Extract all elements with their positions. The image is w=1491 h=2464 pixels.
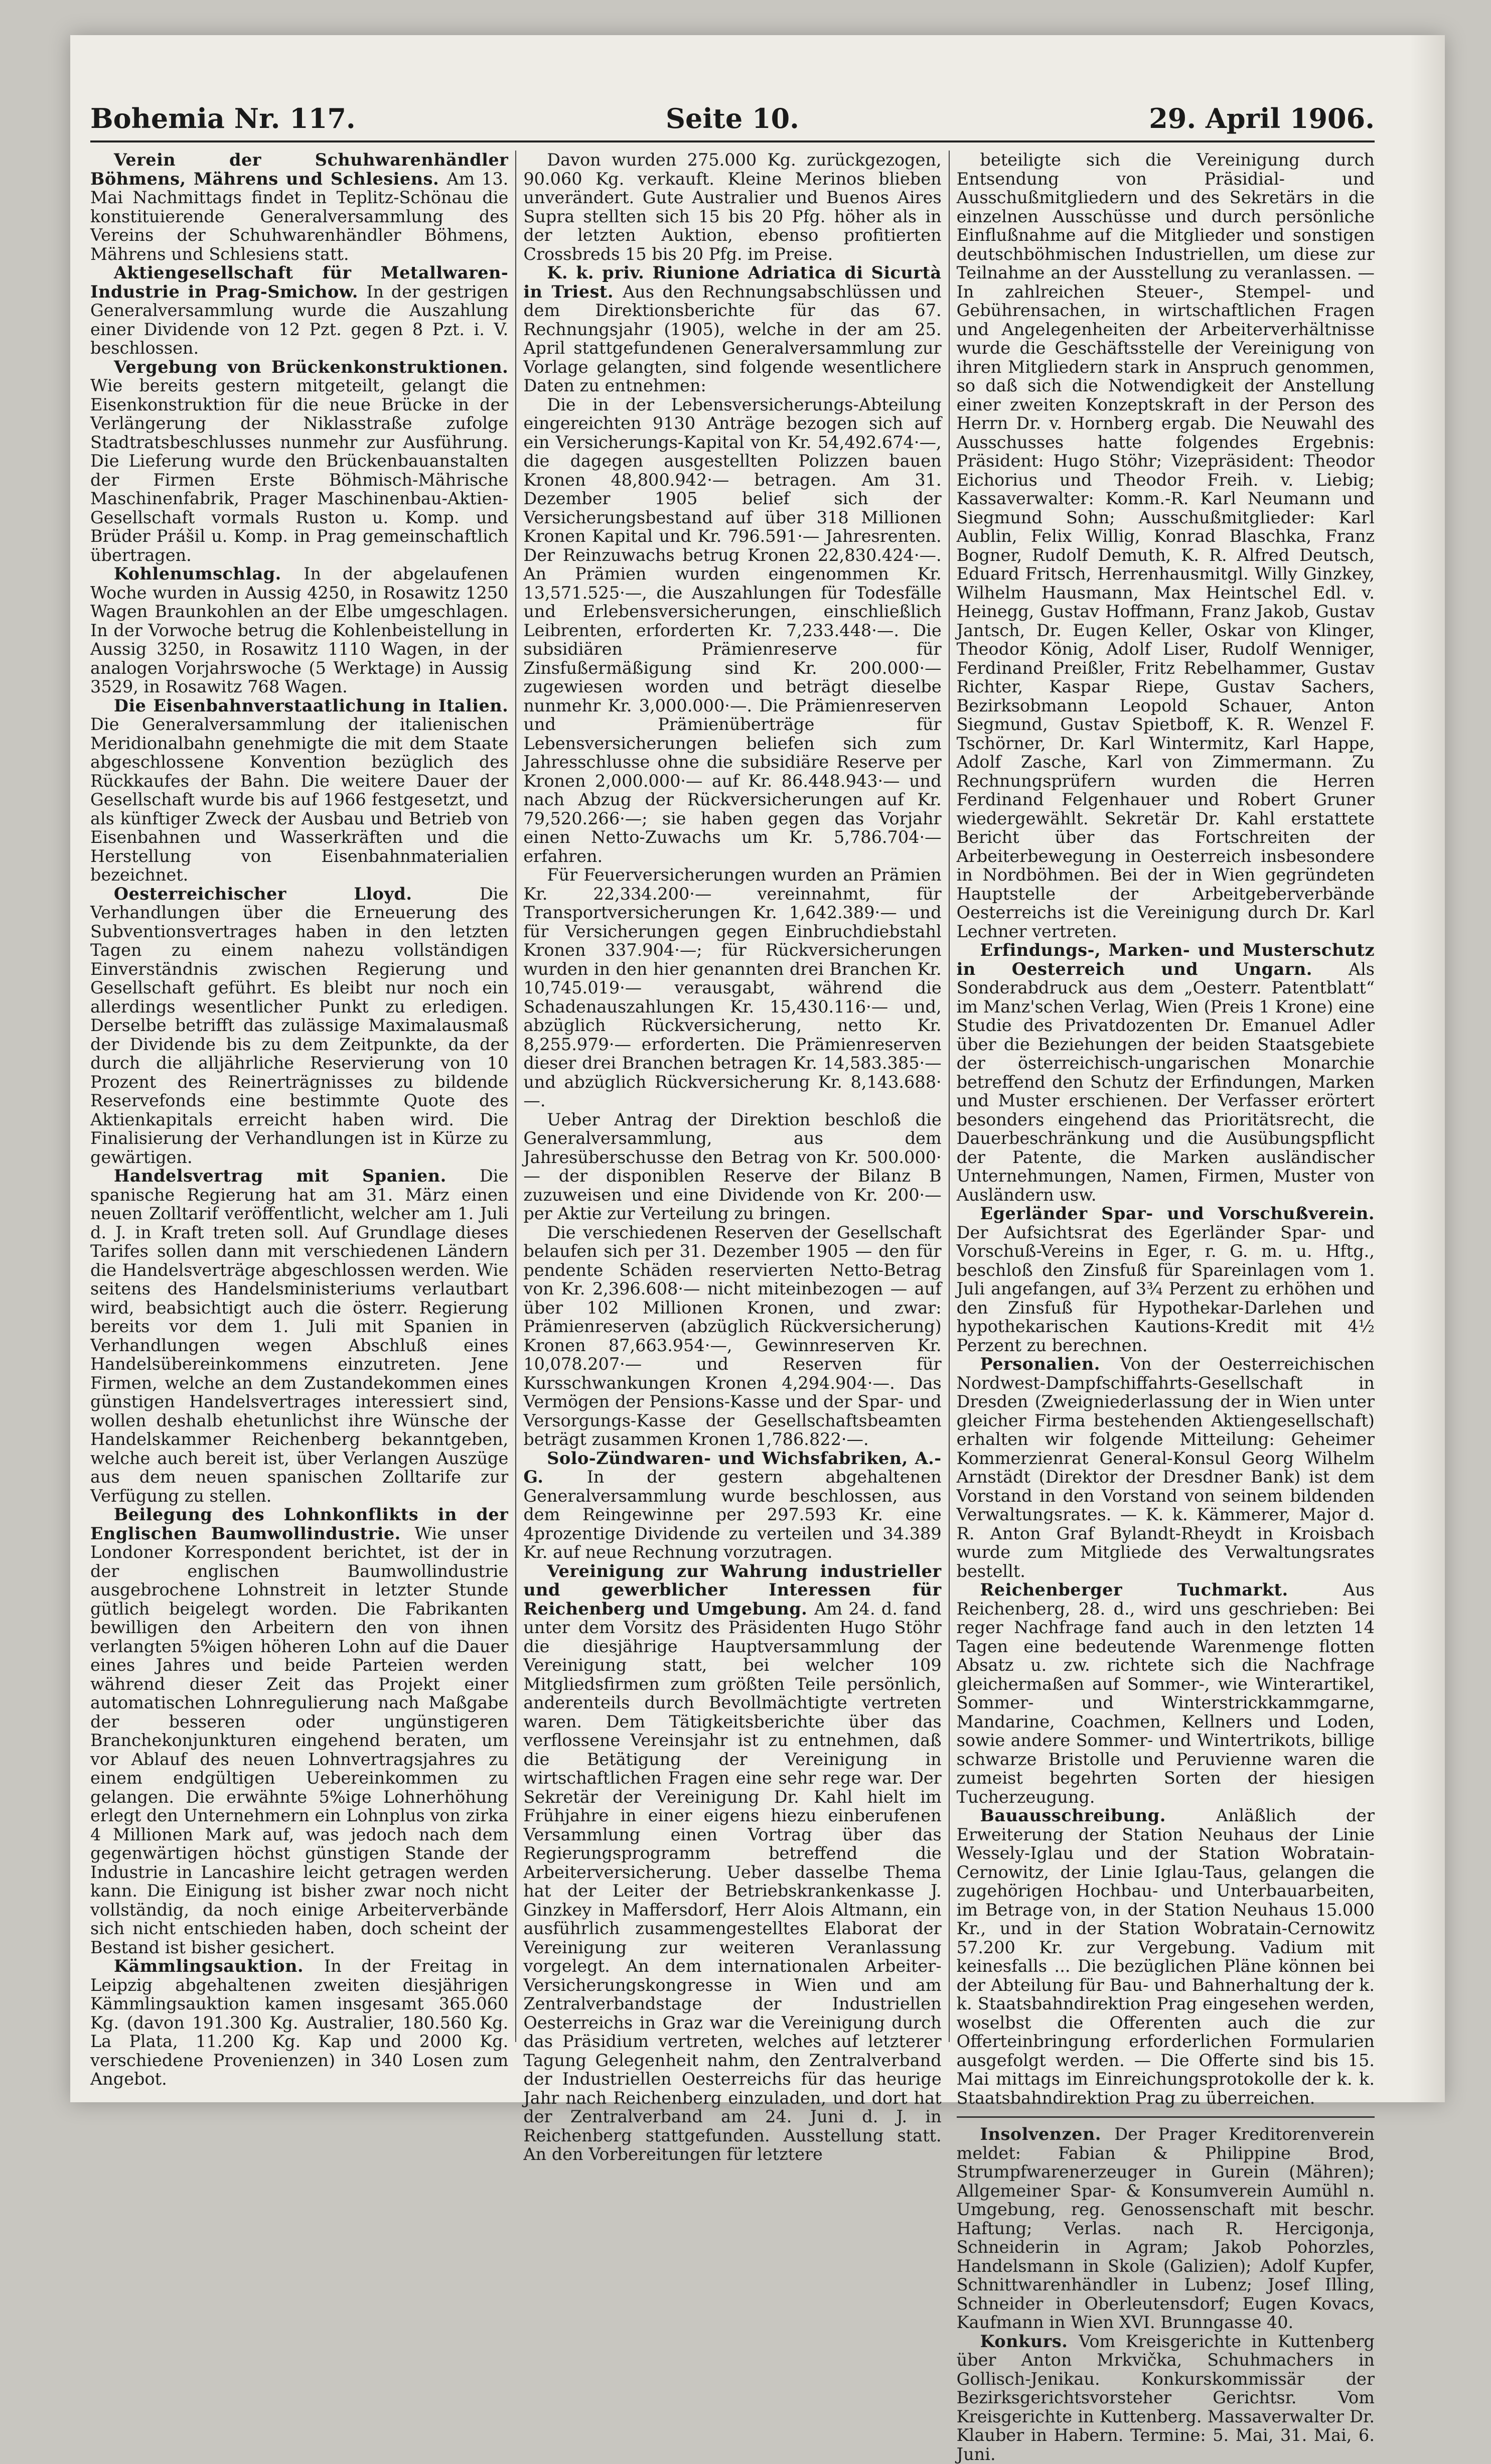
article-body: Der Prager Kreditorenverein meldet: Fabian & Philippine Brod, Strumpfwarenerzeuger in Gurein (Mähren); Allgemeiner Spar- & Konsumverein Aumühl n. Umgebung, reg. Genossenschaft mit beschr. Haftung; Verlas. nach R. Hercigonja, Schneiderin in Agram; Jakob Pohorzles, Handelsmann in Skole (Galizien); Adolf Kupfer, Schnittwarenhändler in Lubenz; Josef Illing, Schneider in Oberleutensdorf; Eugen Kovacs, Kaufmann in Wien XVI. Brunngasse 40.	[956, 2124, 1375, 2332]
article-body: Der Aufsichtsrat des Egerländer Spar- und Vorschuß-Vereins in Eger, r. G. m. u. Hftg., beschloß den Zinsfuß für Spareinlagen vom 1. Juli angefangen, auf 3¾ Perzent zu erhöhen und den Zinsfuß für Hypothekar-Darlehen und hypothekarischen Kautions-Kredit mit 4½ Perzent zu berechnen.	[956, 1222, 1375, 1355]
article-paragraph	[957, 941, 1375, 1204]
article-headline: Verein der Schuhwarenhändler Böhmens, Mährens und Schlesiens.	[90, 150, 509, 189]
article-body: Aus Reichenberg, 28. d., wird uns geschrieben: Bei reger Nachfrage fand auch in den letzten 14 Tagen eine bedeutende Warenmenge flotten Absatz u. zw. richtete sich die Nachfrage gleichermaßen auf Sommer-, wie Winterartikel, Sommer- und Winterstrickkammgarne, Mandarine, Coachmen, Kellners und Loden, sowie andere Sommer- und Wintertrikots, billige schwarze Bristolle und Peruvienne waren die zumeist begehrten Sorten der hiesigen Tucherzeugung.	[956, 1580, 1375, 1807]
article-paragraph	[523, 1223, 941, 1449]
article-paragraph	[523, 1562, 941, 2164]
article-body: Als Sonderabdruck aus dem „Oesterr. Patentblatt“ im Manz'schen Verlag, Wien (Preis 1 Krone) eine Studie des Privatdozenten Dr. Emanuel Adler über die Beziehungen der beiden Staatsgebiete der österreichisch-ungarischen Monarchie betreffend den Schutz der Erfindungen, Marken und Muster erschienen. Der Verfasser erörtert besonders eingehend das Prioritätsrecht, die Dauerbeschränkung und die Ausübungspflicht der Patente, die Marken ausländischer Unternehmungen, Namen, Firmen, Muster von Ausländern usw.	[956, 959, 1375, 1205]
article-headline: Reichenberger Tuchmarkt.	[980, 1580, 1344, 1600]
article-headline: Kämmlingsauktion.	[113, 1956, 324, 1976]
article-headline: K. k. priv. Riunione Adriatica di Sicurtà in Triest.	[523, 263, 942, 302]
article-paragraph	[90, 564, 508, 696]
article-headline: Bauausschreibung.	[980, 1806, 1216, 1825]
article-paragraph	[90, 263, 508, 358]
article-paragraph	[957, 1580, 1375, 1806]
article-paragraph	[523, 865, 941, 1110]
article-body: Wie unser Londoner Korrespondent berichtet, ist der in der englischen Baumwollindustrie ausgebrochene Lohnstreit in letzter Stunde gütlich beigelegt worden. Die Fabrikanten bewilligen den Arbeitern den von ihnen verlangten 5%igen höheren Lohn auf die Dauer eines Jahres und beide Parteien werden während dieser Zeit das Projekt einer automatischen Lohnregulierung nach Maßgabe der besseren oder ungünstigeren Branchekonjunkturen eingehend beraten, um vor Ablauf des neuen Lohnvertragsjahres zu einem endgültigen Uebereinkommen zu gelangen. Die erwähnte 5%ige Lohnerhöhung erlegt den Unternehmern ein Lohnplus von zirka 4 Millionen Mark auf, was jedoch nach dem gegenwärtigen höchst günstigen Stande der Industrie in Lancashire leicht getragen werden kann. Die Einigung ist bisher zwar noch nicht vollständig, da noch einige Arbeiterverbände sich nicht entschieden haben, doch scheint der Bestand ist bisher gesichert.	[90, 1523, 509, 1957]
article-headline: Konkurs.	[980, 2331, 1079, 2351]
article-body: Für Feuerversicherungen wurden an Prämien Kr. 22,334.200·— vereinnahmt, für Transportversicherungen Kr. 1,642.389·— und für Versicherungen gegen Einbruchdiebstahl Kronen 337.904·—; für Rückversicherungen wurden in den hier genannten drei Branchen Kr. 10,745.019·— verausgabt, während die Schadenauszahlungen Kr. 15,430.116·— und, abzüglich Rückversicherung, netto Kr. 8,255.979·— erforderten. Die Prämienreserven dieser drei Branchen betragen Kr. 14,583.385·— und abzüglich Rückversicherung Kr. 8,143.688·—.	[523, 865, 942, 1110]
article-paragraph	[90, 1167, 508, 1505]
article-paragraph	[90, 1505, 508, 1957]
article-body: Die verschiedenen Reserven der Gesellschaft belaufen sich per 31. Dezember 1905 — den für pendente Schäden reservierten Netto-Betrag von Kr. 2,396.608·— nicht miteinbezogen — auf über 102 Millionen Kronen, und zwar: Prämienreserven (abzüglich Rückversicherung) Kronen 87,663.954·—, Gewinnreserven Kr. 10,078.207·— und Reserven für Kursschwankungen Kronen 4,294.904·—. Das Vermögen der Pensions-Kasse und der Spar- und Versorgungs-Kasse der Gesellschaftsbeamten beträgt zusammen Kronen 1,786.822·—.	[523, 1222, 942, 1449]
article-headline: Handelsvertrag mit Spanien.	[113, 1166, 480, 1186]
article-paragraph	[957, 2332, 1375, 2464]
article-columns	[90, 150, 1375, 2464]
article-paragraph	[523, 1110, 941, 1223]
article-body: Anläßlich der Erweiterung der Station Neuhaus der Linie Wessely-Iglau und der Station Wobratain-Cernowitz, der Linie Iglau-Taus, gelangen die zugehörigen Hochbau- und Unterbauarbeiten, im Betrage von, in der Station Neuhaus 15.000 Kr., und in der Station Wobratain-Cernowitz 57.200 Kr. zur Vergebung. Vadium mit keinesfalls ... Die bezüglichen Pläne können bei der Abteilung für Bau- und Bahnerhaltung der k. k. Staatsbahndirektion Prag eingesehen werden, woselbst die Offerenten auch die zur Offerteinbringung erforderlichen Formularien ausgefolgt werden. — Die Offerte sind bis 15. Mai mittags im Einreichungsprotokolle der k. k. Staatsbahndirektion Prag zu überreichen.	[956, 1806, 1375, 2108]
article-body: Von der Oesterreichischen Nordwest-Dampfschiffahrts-Gesellschaft in Dresden (Zweigniederlassung der in Wien unter gleicher Firma bestehenden Aktiengesellschaft) erhalten wir folgende Mitteilung: Geheimer Kommerzienrat General-Konsul Georg Wilhelm Arnstädt (Direktor der Dresdner Bank) ist dem Vorstand in den Vorstand von seinem bildenden Verwaltungsrates. — K. k. Kämmerer, Major d. R. Anton Graf Bylandt-Rheydt in Kroisbach wurde zum Mitgliede des Verwaltungsrates bestellt.	[956, 1354, 1375, 1581]
article-body: In der Freitag in Leipzig abgehaltenen zweiten diesjährigen Kämmlingsauktion kamen insgesamt 365.060 Kg. (davon 191.300 Kg. Australier, 180.560 Kg. La Plata, 11.200 Kg. Kap und 2000 Kg. verschiedene Provenienzen) in 340 Losen zum Angebot.	[90, 1956, 509, 2089]
article-paragraph	[90, 151, 508, 263]
article-headline: Kohlenumschlag.	[113, 564, 304, 584]
article-headline: Aktiengesellschaft für Metallwaren-Industrie in Prag-Smichow.	[90, 263, 509, 302]
article-body: In der gestrigen Generalversammlung wurde die Auszahlung einer Dividende von 12 Pzt. gegen 8 Pzt. i. V. beschlossen.	[90, 281, 509, 358]
article-paragraph	[957, 1204, 1375, 1355]
article-body: Ueber Antrag der Direktion beschloß die Generalversammlung, aus dem Jahresüberschusse den Betrag von Kr. 500.000·— der disponiblen Reserve der Bilanz B zuzuweisen und eine Dividende von Kr. 200·— per Aktie zur Verteilung zu bringen.	[523, 1109, 942, 1223]
column-2	[523, 150, 942, 2164]
article-body: Die in der Lebensversicherungs-Abteilung eingereichten 9130 Anträge bezogen sich auf ein Versicherungs-Kapital von Kr. 54,492.674·—, die dagegen ausgestellten Polizzen bauen Kronen 48,800.942·— betragen. Am 31. Dezember 1905 belief sich der Versicherungsbestand auf über 318 Millionen Kronen Kapital und Kr. 796.591·— Jahresrenten. Der Reinzuwachs betrug Kronen 22,830.424·—. An Prämien wurden eingenommen Kr. 13,571.525·—, die Auszahlungen für Todesfälle und Erlebensversicherungen, einschließlich Leibrenten, erforderten Kr. 7,233.448·—. Die subsidiären Prämienreserve für Zinsfußermäßigung sind Kr. 200.000·— zugewiesen worden und beträgt dieselbe nunmehr Kr. 3,000.000·—. Die Prämienreserven und Prämienüberträge für Lebensversicherungen beliefen sich zum Jahresschlusse ohne die subsidiäre Reserve per Kronen 2,000.000·— auf Kr. 86.448.943·— und nach Abzug der Rückversicherungen auf Kr. 79,520.266·—; sie haben gegen das Vorjahr einen Netto-Zuwachs um Kr. 5,786.704·— erfahren.	[523, 394, 942, 866]
article-headline: Erfindungs-, Marken- und Musterschutz in Oesterreich und Ungarn.	[956, 940, 1375, 979]
article-paragraph	[957, 1355, 1375, 1580]
masthead-issue: Bohemia Nr. 117.	[90, 102, 356, 134]
article-paragraph	[523, 395, 941, 866]
article-body: Aus den Rechnungsabschlüssen und dem Direktionsberichte für das 67. Rechnungsjahr (1905), welche in der am 25. April stattgefundenen Generalversammlung zur Vorlage gelangten, sind folgende wesentlichere Daten zu entnehmen:	[523, 281, 942, 395]
masthead-date: 29. April 1906.	[1149, 102, 1375, 134]
article-headline: Vergebung von Brückenkonstruktionen.	[113, 357, 509, 377]
article-headline: Die Eisenbahnverstaatlichung in Italien.	[113, 695, 509, 715]
article-body: Vom Kreisgerichte in Kuttenberg über Anton Mrkvička, Schuhmachers in Gollisch-Jenikau. Konkurskommissär der Bezirksgerichtsvorsteher Gerichtsr. Vom Kreisgerichte in Kuttenberg. Massaverwalter Dr. Klauber in Habern. Termine: 5. Mai, 31. Mai, 6. Juni.	[956, 2331, 1375, 2464]
article-headline: Beilegung des Lohnkonflikts in der Englischen Baumwollindustrie.	[90, 1505, 509, 1543]
article-body: Am 24. d. fand unter dem Vorsitz des Präsidenten Hugo Stöhr die diesjährige Hauptversammlung der Vereinigung statt, bei welcher 109 Mitgliedsfirmen zum größten Teile persönlich, anderenteils durch Bevollmächtigte vertreten waren. Dem Tätigkeitsberichte über das verflossene Vereinsjahr ist zu entnehmen, daß die Betätigung der Vereinigung in wirtschaftlichen Fragen eine sehr rege war. Der Sekretär der Vereinigung Dr. Kahl hielt im Frühjahre in einer eigens hiezu einberufenen Versammlung einen Vortrag über das Regierungsprogramm betreffend die Arbeiterversicherung. Ueber dasselbe Thema hat der Leiter der Betriebskrankenkasse J. Ginzkey in Maffersdorf, Herr Alois Altmann, ein ausführlich zusammengestelltes Elaborat der Vereinigung zur weiteren Veranlassung vorgelegt. An dem internationalen Arbeiter-Versicherungskongresse in Wien und am Zentralverbandstage der Industriellen Oesterreichs in Graz war die Vereinigung durch das Präsidium vertreten, welches auf letzterer Tagung Gelegenheit nahm, den Zentralverband der Industriellen Oesterreichs für das heurige Jahr nach Reichenberg einzuladen, und dort hat der Zentralverband am 24. Juni d. J. in Reichenberg stattgefunden. Ausstellung statt. An den Vorbereitungen für letztere	[523, 1599, 942, 2164]
article-body: Die Generalversammlung der italienischen Meridionalbahn genehmigte die mit dem Staate abgeschlossene Konvention bezüglich des Rückkaufes der Bahn. Die weitere Dauer der Gesellschaft wurde bis auf 1966 festgesetzt, und als künftiger Zweck der Ausbau und Betrieb von Eisenbahnen und Wasserkräften und die Herstellung von Eisenbahnmaterialien bezeichnet.	[90, 714, 509, 885]
article-paragraph	[90, 358, 508, 565]
article-body: Die Verhandlungen über die Erneuerung des Subventionsvertrages haben in den letzten Tagen zu einem nahezu vollständigen Einverständnis zwischen Regierung und Gesellschaft geführt. Es bleibt nur noch ein allerdings wesentlicher Punkt zu erledigen. Derselbe betrifft das zulässige Maximalausmaß der Dividende bis zu dem Zeitpunkte, da der durch die alljährliche Reservierung von 10 Prozent des Reinerträgnisses zu bildende Reservefonds eine bestimmte Quote des Aktienkapitals erreicht haben wird. Die Finalisierung der Verhandlungen ist in Kürze zu gewärtigen.	[90, 884, 509, 1167]
article-headline: Personalien.	[980, 1354, 1120, 1374]
article-headline: Oesterreichischer Lloyd.	[113, 884, 480, 904]
article-body: beteiligte sich die Vereinigung durch Entsendung von Präsidial- und Ausschußmitgliedern und des Sekretärs in die einzelnen Ausschüsse und durch persönliche Einflußnahme auf die Mitglieder und sonstigen deutschböhmischen Industriellen, um diese zur Teilnahme an der Ausstellung zu veranlassen. — In zahlreichen Steuer-, Stempel- und Gebührensachen, in wirtschaftlichen Fragen und Angelegenheiten der Arbeiterverhältnisse wurde die Geschäftsstelle der Vereinigung von ihren Mitgliedern stark in Anspruch genommen, so daß sich die Notwendigkeit der Anstellung einer zweiten Konzeptskraft in der Person des Herrn Dr. v. Hornberg ergab. Die Neuwahl des Ausschusses hatte folgendes Ergebnis: Präsident: Hugo Stöhr; Vizepräsident: Theodor Eichorius und Theodor Freih. v. Liebig; Kassaverwalter: Komm.-R. Karl Neumann und Siegmund Sohn; Ausschußmitglieder: Karl Aublin, Felix Willig, Konrad Blaschka, Franz Bogner, Rudolf Demuth, K. R. Alfred Deutsch, Eduard Fritsch, Herrenhausmitgl. Willy Ginzkey, Wilhelm Hausmann, Max Heintschel Edl. v. Heinegg, Gustav Hoffmann, Franz Jakob, Gustav Jantsch, Dr. Eugen Keller, Oskar von Klinger, Theodor König, Adolf Liser, Rudolf Wenniger, Ferdinand Preißler, Fritz Rebelhammer, Gustav Richter, Kaspar Riepe, Gustav Sachers, Bezirksobmann Leopold Schauer, Anton Siegmund, Gustav Spietboff, K. R. Wenzel F. Tschörner, Dr. Karl Wintermitz, Karl Happe, Adolf Zasche, Karl von Zimmermann. Zu Rechnungsprüfern wurden die Herren Ferdinand Felgenhauer und Robert Gruner wiedergewählt. Sekretär Dr. Kahl erstattete Bericht über das Fortschreiten der Arbeiterbewegung in Oesterreich insbesondere in Nordböhmen. Bei der in Wien gegründeten Hauptstelle der Arbeitgeberverbände Oesterreichs ist die Vereinigung durch Dr. Karl Lechner vertreten.	[956, 150, 1375, 941]
section-rule	[957, 2116, 1375, 2118]
article-body: In der gestern abgehaltenen Generalversammlung wurde beschlossen, aus dem Reingewinne per 297.593 Kr. eine 4prozentige Dividende zu verteilen und 34.389 Kr. auf neue Rechnung vorzutragen.	[523, 1467, 942, 1562]
article-paragraph	[957, 2125, 1375, 2332]
article-body: Davon wurden 275.000 Kg. zurückgezogen, 90.060 Kg. verkauft. Kleine Merinos blieben unverändert. Gute Australier und Buenos Aires Supra stellten sich 15 bis 20 Pfg. höher als in der letzten Auktion, ebenso profitierten Crossbreds 15 bis 20 Pfg. im Preise.	[523, 150, 942, 264]
article-body: In der abgelaufenen Woche wurden in Aussig 4250, in Rosawitz 1250 Wagen Braunkohlen an der Elbe umgeschlagen. In der Vorwoche betrug die Kohlenbeistellung in Aussig 3250, in Rosawitz 1110 Wagen, in der analogen Vorjahrswoche (5 Werktage) in Aussig 3529, in Rosawitz 768 Wagen.	[90, 564, 509, 696]
article-paragraph	[90, 885, 508, 1167]
article-paragraph	[90, 1957, 508, 2089]
article-paragraph	[523, 263, 941, 395]
masthead	[90, 95, 1375, 142]
column-1	[90, 150, 509, 2089]
article-headline: Egerländer Spar- und Vorschußverein.	[980, 1204, 1375, 1223]
article-headline: Insolvenzen.	[980, 2124, 1115, 2144]
masthead-page-number: Seite 10.	[666, 102, 799, 134]
article-headline: Solo-Zündwaren- und Wichsfabriken, A.-G.	[523, 1448, 942, 1487]
article-headline: Vereinigung zur Wahrung industrieller und gewerblicher Interessen für Reichenberg und Umgebung.	[523, 1561, 942, 1619]
page-fold-shadow	[1410, 35, 1445, 2102]
article-paragraph	[90, 696, 508, 885]
article-body: Die spanische Regierung hat am 31. März einen neuen Zolltarif veröffentlicht, welcher am 1. Juli d. J. in Kraft treten soll. Auf Grundlage dieses Tarifes sollen dann mit verschiedenen Ländern die Handelsverträge abgeschlossen werden. Wie seitens des Handelsministeriums verlautbart wird, beabsichtigt auch die österr. Regierung bereits vor dem 1. Juli mit Spanien in Verhandlungen wegen Abschluß eines Handelsübereinkommens einzutreten. Jene Firmen, welche an dem Zustandekommen eines günstigen Handelsvertrages interessiert sind, wollen deshalb ehetunlichst ihre Wünsche der Handelskammer Reichenberg bekanntgeben, welche auch bereit ist, über Verlangen Auszüge aus dem neuen spanischen Zolltarife zur Verfügung zu stellen.	[90, 1166, 509, 1506]
article-paragraph	[523, 151, 941, 263]
column-3	[956, 150, 1375, 2464]
article-paragraph	[957, 151, 1375, 941]
article-body: Wie bereits gestern mitgeteilt, gelangt die Eisenkonstruktion für die neue Brücke in der Verlängerung der Niklasstraße zufolge Stadtratsbeschlusses nunmehr zur Ausführung. Die Lieferung wurde den Brückenbauanstalten der Firmen Erste Böhmisch-Mährische Maschinenfabrik, Prager Maschinenbau-Aktien-Gesellschaft vormals Ruston u. Komp. und Brüder Prášil u. Komp. in Prag gemeinschaftlich übertragen.	[90, 376, 509, 565]
article-paragraph	[957, 1806, 1375, 2107]
article-body: Am 13. Mai Nachmittags findet in Teplitz-Schönau die konstituierende Generalversammlung des Vereins der Schuhwarenhändler Böhmens, Mährens und Schlesiens statt.	[90, 169, 509, 264]
article-paragraph	[523, 1449, 941, 1562]
